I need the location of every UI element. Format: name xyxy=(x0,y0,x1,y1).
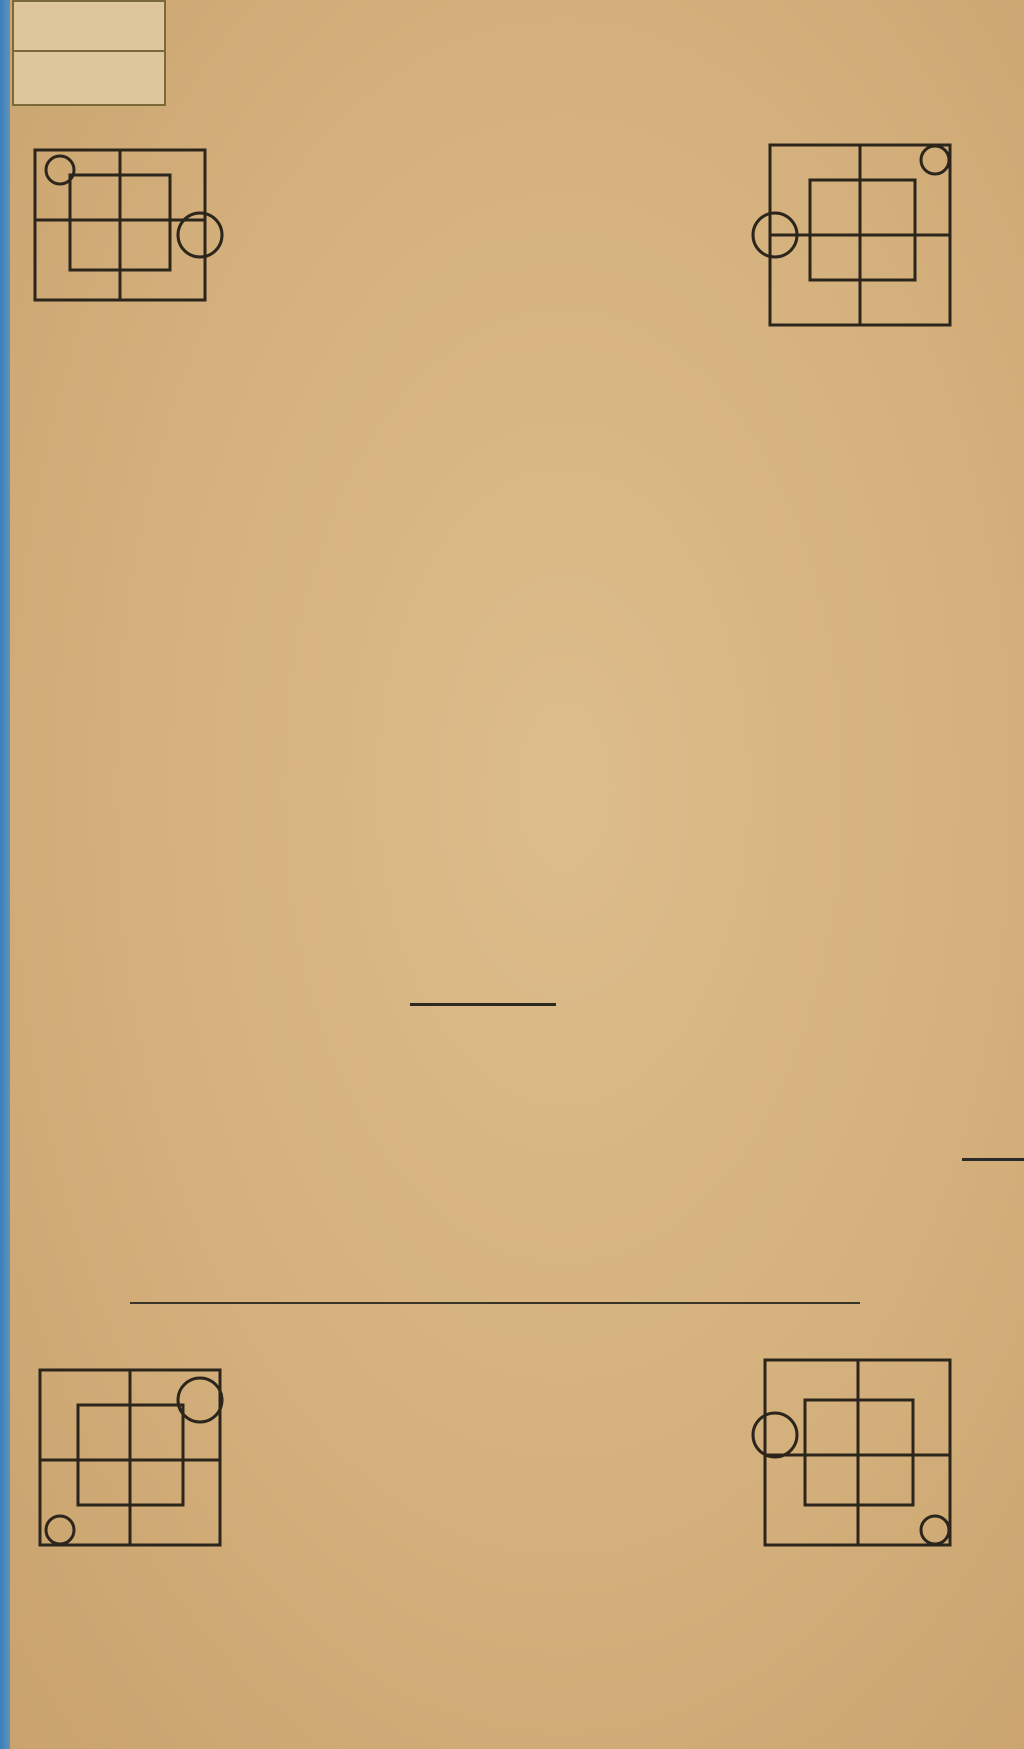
corner-ornament-bottom-left xyxy=(40,1370,222,1545)
divider-rule-long xyxy=(130,1302,860,1304)
corner-ornament-bottom-right xyxy=(753,1360,950,1545)
divider-rule-short xyxy=(410,1003,556,1006)
corner-ornament-top-left xyxy=(35,150,222,300)
corner-ornament-top-right xyxy=(753,145,950,325)
handwritten-underline xyxy=(962,1158,1024,1161)
